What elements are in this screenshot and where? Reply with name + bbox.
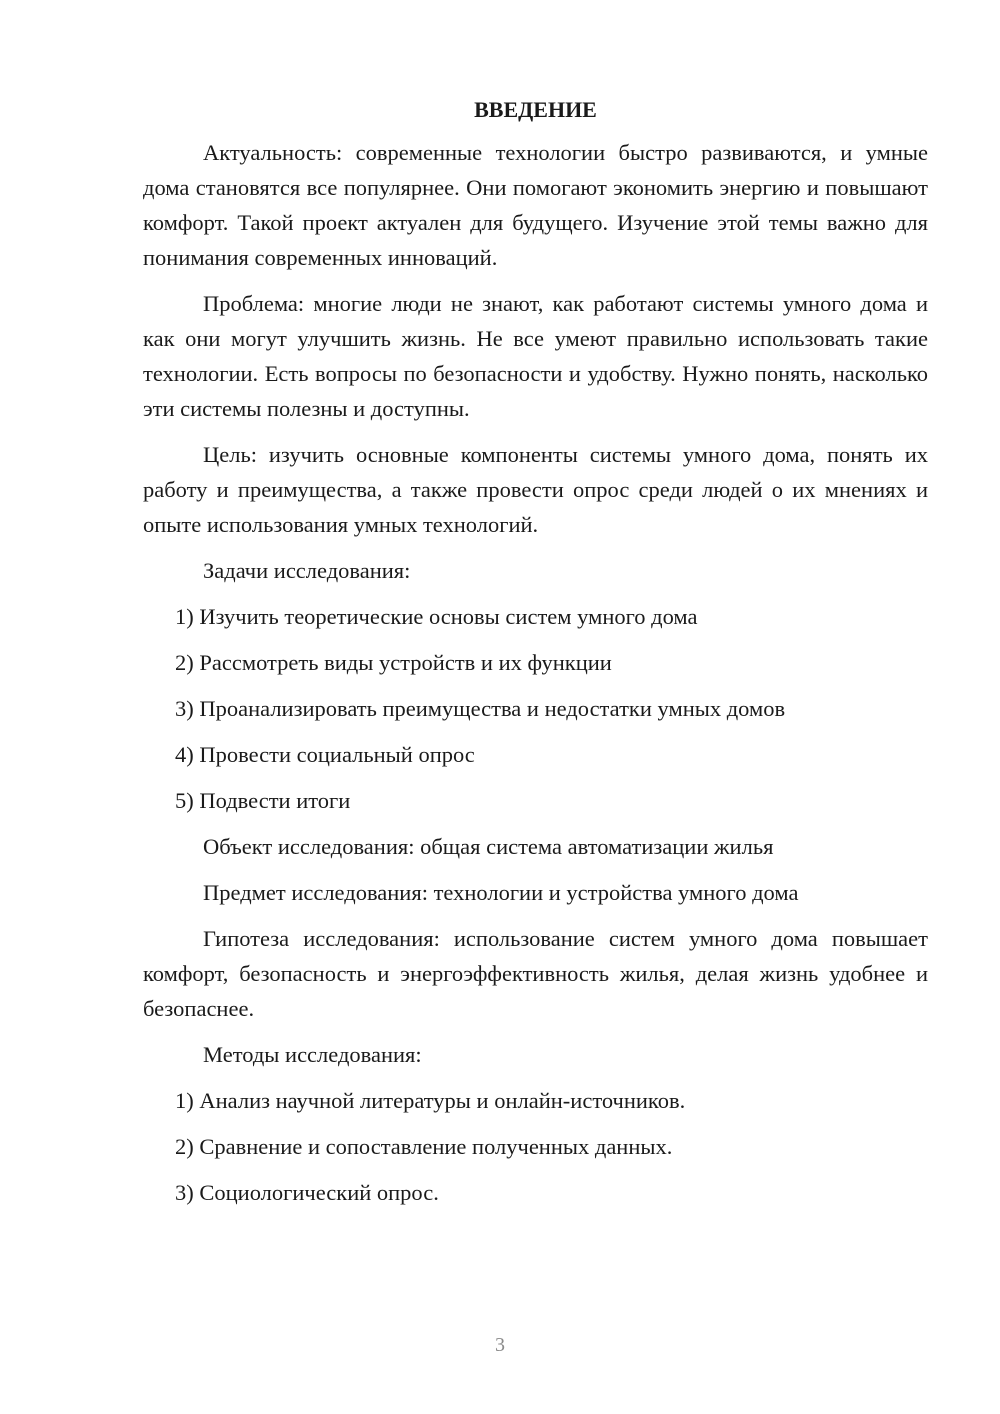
page-number: 3 — [495, 1334, 505, 1356]
task-item-1: 1) Изучить теоретические основы систем умного дома — [175, 604, 698, 629]
method-item-1: 1) Анализ научной литературы и онлайн-источников. — [175, 1088, 686, 1113]
task-item-4: 4) Провести социальный опрос — [175, 742, 475, 767]
page-title: ВВЕДЕНИЕ — [474, 97, 597, 122]
research-object: Объект исследования: общая система автоматизации жилья — [203, 834, 774, 859]
method-item-3: 3) Социологический опрос. — [175, 1180, 439, 1205]
tasks-heading: Задачи исследования: — [203, 558, 411, 583]
problem-paragraph: Проблема: многие люди не знают, как работают системы умного дома и как они могут улучшить жизнь. Не все умеют правильно использовать такие технологии. Есть вопросы по безопасности и удобству. Нужно понять, насколько эти системы полезны и доступны. — [143, 291, 928, 421]
hypothesis-paragraph: Гипотеза исследования: использование систем умного дома повышает комфорт, безопасность и энергоэффективность жилья, делая жизнь удобнее и безопаснее. — [143, 926, 928, 1021]
task-item-5: 5) Подвести итоги — [175, 788, 351, 813]
relevance-paragraph: Актуальность: современные технологии быстро развиваются, и умные дома становятся все популярнее. Они помогают экономить энергию и повышают комфорт. Такой проект актуален для будущего. Изучение этой темы важно для понимания современных инноваций. — [143, 140, 928, 270]
methods-heading: Методы исследования: — [203, 1042, 422, 1067]
method-item-2: 2) Сравнение и сопоставление полученных данных. — [175, 1134, 673, 1159]
goal-paragraph: Цель: изучить основные компоненты системы умного дома, понять их работу и преимущества, а также провести опрос среди людей о их мнениях и опыте использования умных технологий. — [143, 442, 928, 537]
task-item-3: 3) Проанализировать преимущества и недостатки умных домов — [175, 696, 786, 721]
task-item-2: 2) Рассмотреть виды устройств и их функции — [175, 650, 612, 675]
research-subject: Предмет исследования: технологии и устройства умного дома — [203, 880, 799, 905]
page-content — [143, 95, 928, 1221]
